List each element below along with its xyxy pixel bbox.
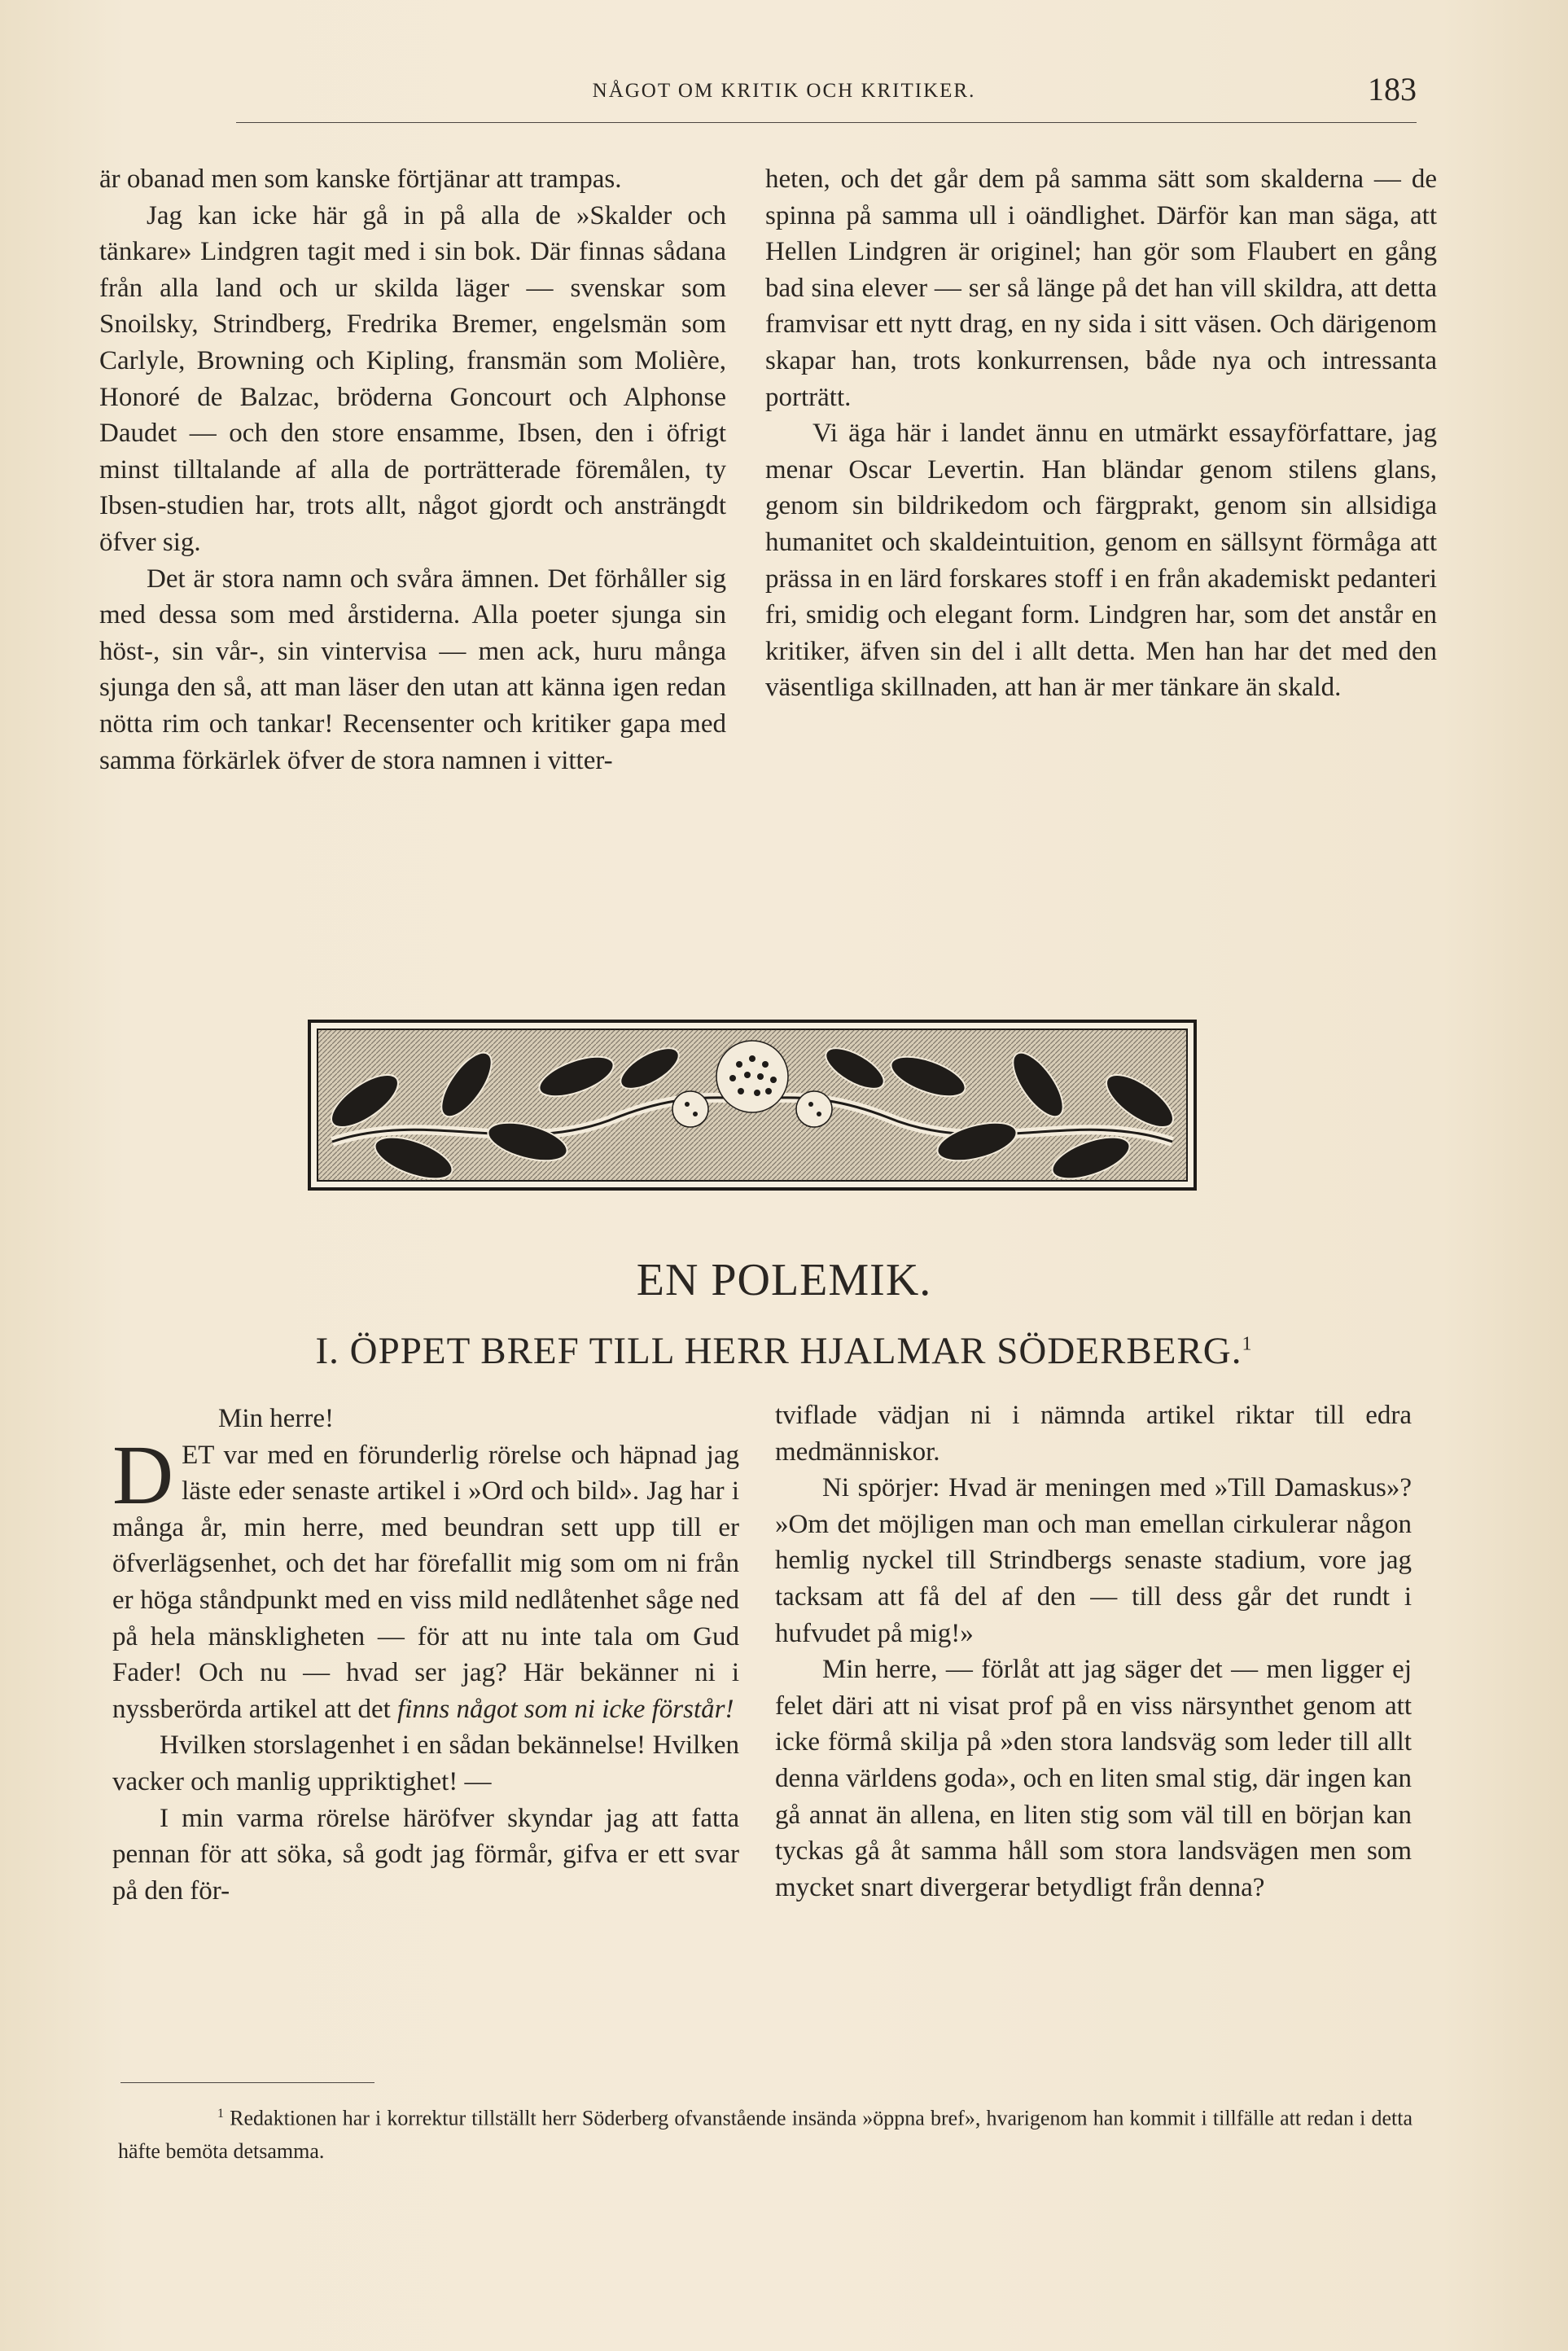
paragraph: heten, och det går dem på samma sätt som skalderna — de spinna på samma ull i oändlighet. Därför kan man säga, att Hellen Lindgren är originel; han gör som Flaubert en gång bad sina elever — ser så länge på det han vill skildra, att detta framvisar ett nytt drag, en ny sida i sitt väsen. Och därigenom skapar han, trots konkurrensen, både nya och intressanta porträtt. <box>765 164 1437 412</box>
running-title: NÅGOT OM KRITIK OCH KRITIKER. <box>592 80 976 102</box>
subtitle-text: I. ÖPPET BREF TILL HERR HJALMAR SÖDERBERG. <box>315 1330 1242 1372</box>
lower-right-column <box>775 1397 1412 1906</box>
upper-right-column <box>765 161 1437 706</box>
paragraph: tviflade vädjan ni i nämnda artikel riktar till edra medmänniskor. <box>775 1401 1412 1467</box>
first-paragraph-text: ET var med en förunderlig rörelse och häpnad jag läste eder senaste artikel i »Ord och bild». Jag har i många år, min herre, med beundran sett upp till er öfverlägsenhet, och det har förefallit mig som om ni från er höga ståndpunkt med en viss mild nedlåtenhet såge ned på hela mänskligheten — för att nu inte tala om Gud Fader! Och nu — hvad ser jag? Här bekänner ni i nyssberörda artikel att det <box>112 1440 739 1724</box>
footnote-rule <box>120 2082 374 2083</box>
upper-left-column <box>99 161 726 779</box>
article-subtitle <box>0 1329 1568 1373</box>
lower-left-column <box>112 1401 739 1909</box>
paragraph: Det är stora namn och svåra ämnen. Det förhåller sig med dessa som med årstiderna. Alla poeter sjunga sin höst-, sin vår-, sin vintervisa — men ack, huru många sjunga den så, att man läser den utan att känna igen redan nötta rim och tankar! Recensenter och kritiker gapa med samma förkärlek öfver de stora namnen i vitter- <box>99 564 726 775</box>
paragraph: I min varma rörelse häröfver skyndar jag att fatta pennan för att söka, så godt jag förmår, gifva er ett svar på den för- <box>112 1803 739 1906</box>
first-paragraph <box>112 1428 739 1728</box>
page-number: 183 <box>1368 71 1417 107</box>
footnote-text: Redaktionen har i korrektur tillställt herr Söderberg ofvanstående insända »öppna bref», hvarigenom han kommit i tillfälle att redan i detta häfte bemöta detsamma. <box>118 2106 1413 2163</box>
floral-ornament-vignette <box>308 1020 1197 1191</box>
paragraph: är obanad men som kanske förtjänar att trampas. <box>99 164 622 194</box>
salutation: Min herre! <box>218 1404 335 1433</box>
article-title: EN POLEMIK. <box>636 1255 932 1305</box>
paragraph: Jag kan icke här gå in på alla de »Skalder och tänkare» Lindgren tagit med i sin bok. Där finnas sådana från alla land och ur skilda läger — svenskar som Snoilsky, Strindberg, Fredrika Bremer, engelsmän som Carlyle, Browning och Kipling, fransmän som Molière, Honoré de Balzac, bröderna Goncourt och Alphonse Daudet — och den store ensamme, Ibsen, den i öfrigt minst tilltalande af alla de porträtterade föremålen, ty Ibsen-studien har, trots allt, något gjordt och ansträngdt öfver sig. <box>99 200 726 557</box>
header-rule <box>236 122 1417 123</box>
footnote <box>118 2098 1413 2168</box>
footnote-reference: 1 <box>1242 1333 1253 1355</box>
paragraph: Hvilken storslagenhet i en sådan bekännelse! Hvilken vacker och manlig uppriktighet! — <box>112 1730 739 1796</box>
drop-cap: D <box>112 1428 174 1522</box>
paragraph: Min herre, — förlåt att jag säger det — men ligger ej felet däri att ni visat prof på en viss närsynthet genom att icke förmå skilja på »den stora landsväg som leder till allt denna världens goda», och en liten smal stig, där ingen kan gå annat än allena, en liten stig som väl till en början kan tyckas gå åt samma håll som stora landsvägen men som mycket snart divergerar betydligt från denna? <box>775 1655 1412 1902</box>
paragraph: Vi äga här i landet ännu en utmärkt essayförfattare, jag menar Oscar Levertin. Han bländar genom stilens glans, genom sin bildrikedom och färgprakt, genom sin allsidiga humanitet och skaldeintuition, genom en sällsynt förmåga att prässa in en lärd forskares stoff i en från akademiskt pedanteri fri, smidig och elegant form. Lindgren har, som det anstår en kritiker, äfven sin del i allt detta. Men han har det med den väsentliga skillnaden, att han är mer tänkare än skald. <box>765 419 1437 703</box>
footnote-mark: 1 <box>217 2107 224 2121</box>
paragraph: Ni spörjer: Hvad är meningen med »Till Damaskus»? »Om det möjligen man och man emellan cirkulerar någon hemlig nyckel till Strindbergs senaste stadium, vore jag tacksam att få del af den — till dess går det rundt i hufvudet på mig!» <box>775 1473 1412 1648</box>
italic-phrase: finns något som ni icke förstår! <box>397 1694 734 1724</box>
